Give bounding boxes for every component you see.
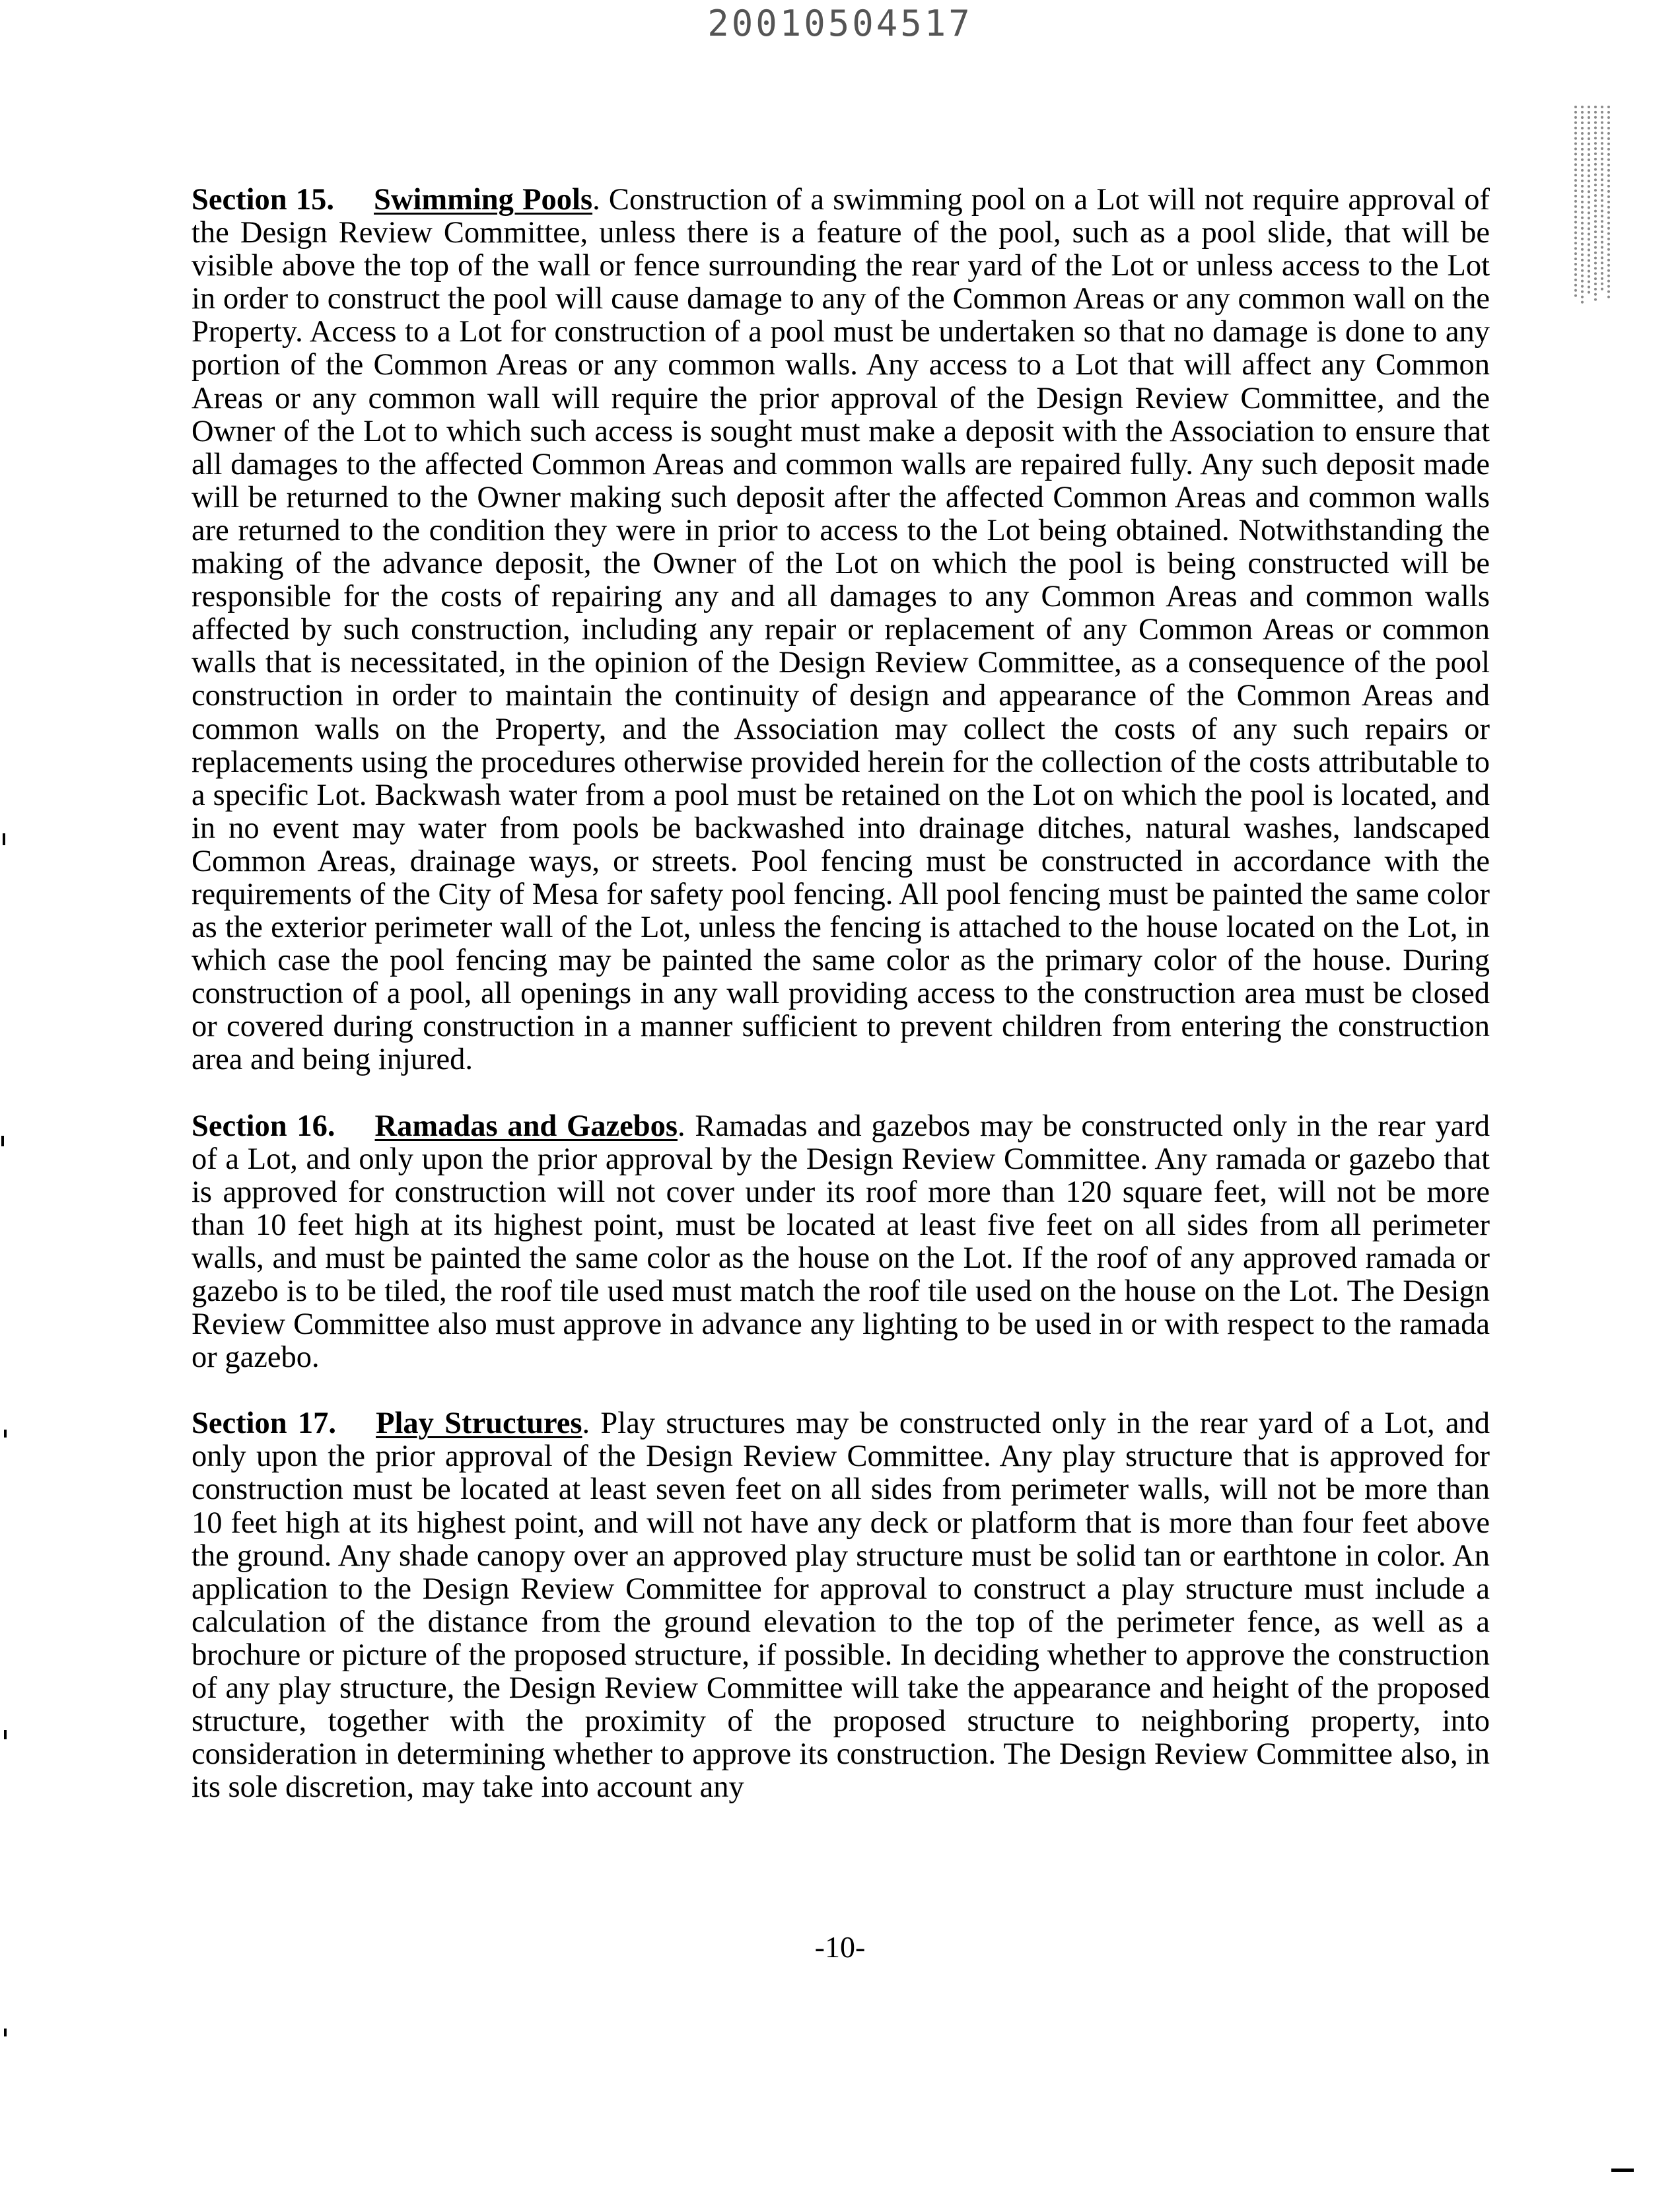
page-number: -10- xyxy=(814,1930,866,1964)
section-17-body: . Play structures may be constructed only in the rear yard of a Lot, and only upon the prior approval of the Design Review Committee. Any play structure that is approved for construction must be located at least seven feet on all sides from perimeter walls, will not be more than 10 feet high at its highest point, and will not have any deck or platform that is more than four feet above the ground. Any shade canopy over an approved play structure must be solid tan or earthtone in color. An application to the Design Review Committee for approval to construct a play structure must include a calculation of the distance from the ground elevation to the top of the perimeter fence, as well as a brochure or picture of the proposed structure, if possible. In deciding whether to approve the construction of any play structure, the Design Review Committee will take the appearance and height of the proposed structure, together with the proximity of the proposed structure to neighboring property, into consideration in determining whether to approve its construction. The Design Review Committee also, in its sole discretion, may take into account any xyxy=(192,1406,1490,1805)
document-number: 20010504517 xyxy=(707,3,973,44)
margin-recording-stamp xyxy=(1574,106,1611,304)
section-15-title: Swimming Pools xyxy=(374,183,593,217)
document-body xyxy=(192,184,1490,1837)
scan-speck xyxy=(4,2029,7,2036)
section-15-label: Section 15. xyxy=(192,183,335,217)
section-15 xyxy=(192,184,1490,1077)
scan-speck xyxy=(3,833,5,845)
section-17 xyxy=(192,1407,1490,1804)
section-15-body: . Construction of a swimming pool on a Lot will not require approval of the Design Review Committee, unless there is a feature of the pool, such as a pool slide, that will be visible above the top of the wall or fence surrounding the rear yard of the Lot or unless access to the Lot in order to construct the pool will cause damage to any of the Common Areas or any common wall on the Property. Access to a Lot for construction of a pool must be undertaken so that no damage is done to any portion of the Common Areas or any common walls. Any access to a Lot that will affect any Common Areas or any common wall will require the prior approval of the Design Review Committee, and the Owner of the Lot to which such access is sought must make a deposit with the Association to ensure that all damages to the affected Common Areas and common walls are repaired fully. Any such deposit made will be returned to the Owner making such deposit after the affected Common Areas and common walls are returned to the condition they were in prior to access to the Lot being obtained. Notwithstanding the making of the advance deposit, the Owner of the Lot on which the pool is being constructed will be responsible for the costs of repairing any and all damages to any Common Areas and common walls affected by such construction, including any repair or replacement of any Common Areas or common walls that is necessitated, in the opinion of the Design Review Committee, as a consequence of the pool construction in order to maintain the continuity of design and appearance of the Common Areas and common walls on the Property, and the Association may collect the costs of any such repairs or replacements using the procedures otherwise provided herein for the collection of the costs attributable to a specific Lot. Backwash water from a pool must be retained on the Lot on which the pool is located, and in no event may water from pools be backwashed into drainage ditches, natural washes, landscaped Common Areas, drainage ways, or streets. Pool fencing must be constructed in accordance with the requirements of the City of Mesa for safety pool fencing. All pool fencing must be painted the same color as the exterior perimeter wall of the Lot, unless the fencing is attached to the house located on the Lot, in which case the pool fencing may be painted the same color as the primary color of the house. During construction of a pool, all openings in any wall providing access to the construction area must be closed or covered during construction in a manner sufficient to prevent children from entering the construction area and being injured. xyxy=(192,183,1490,1077)
scan-speck xyxy=(1,1136,4,1146)
scan-speck xyxy=(1611,2169,1634,2172)
section-17-label: Section 17. xyxy=(192,1406,337,1441)
scan-speck xyxy=(4,1430,7,1438)
section-16-label: Section 16. xyxy=(192,1109,335,1143)
section-17-title: Play Structures xyxy=(376,1406,582,1441)
section-16-body: . Ramadas and gazebos may be constructed only in the rear yard of a Lot, and only upon the prior approval by the Design Review Committee. Any ramada or gazebo that is approved for construction will not cover under its roof more than 120 square feet, will not be more than 10 feet high at its highest point, must be located at least five feet on all sides from all perimeter walls, and must be painted the same color as the house on the Lot. If the roof of any approved ramada or gazebo is to be tiled, the roof tile used must match the roof tile used on the house on the Lot. The Design Review Committee also must approve in advance any lighting to be used in or with respect to the ramada or gazebo. xyxy=(192,1109,1490,1375)
section-16-title: Ramadas and Gazebos xyxy=(374,1109,678,1143)
section-16 xyxy=(192,1110,1490,1375)
scan-speck xyxy=(4,1730,7,1739)
